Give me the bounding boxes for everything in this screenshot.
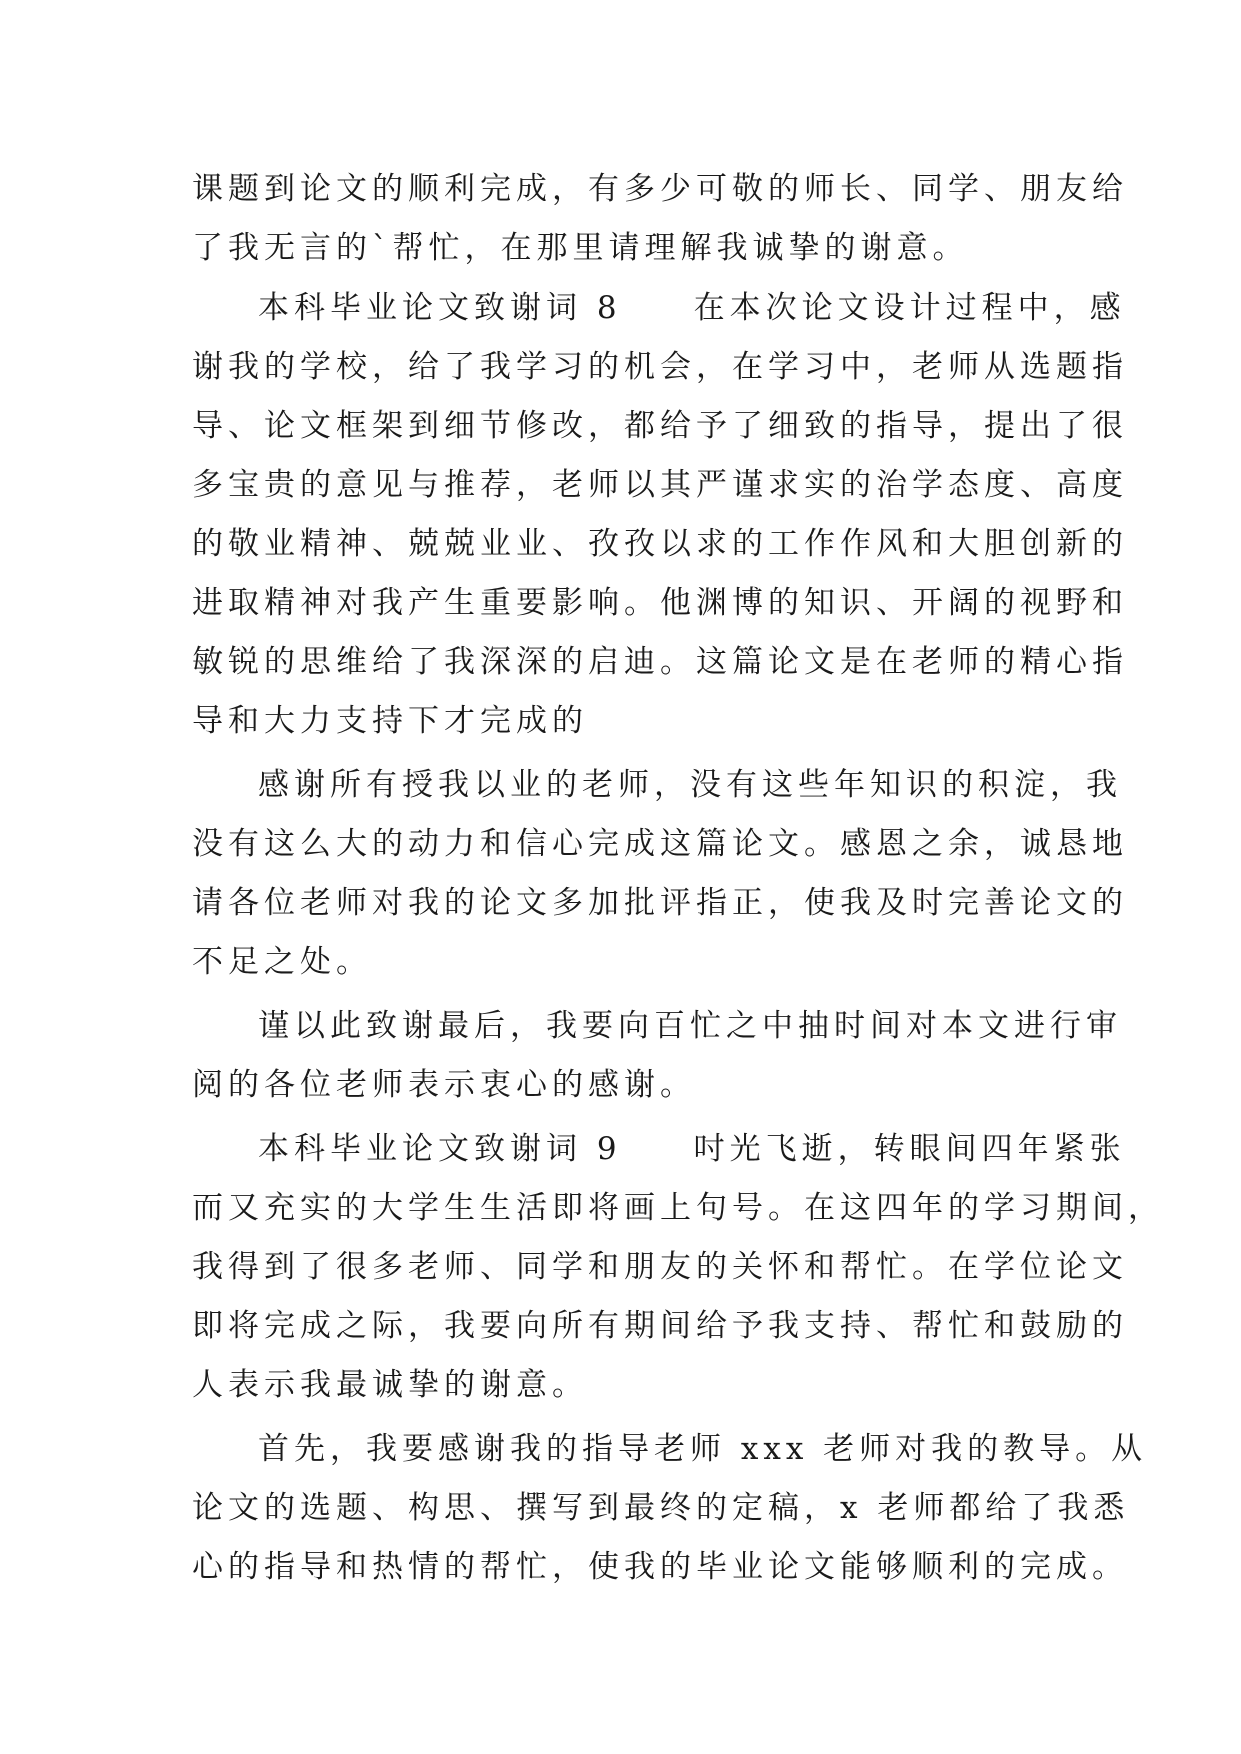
paragraph-first-line: 首先，我要感谢我的指导老师 xxx 老师对我的教导。从 [258,1431,1148,1467]
body-text [192,160,1164,1597]
text-line: 敏锐的思维给了我深深的启迪。这篇论文是在老师的精心指 [192,644,1128,680]
paragraph-first-line: 感谢所有授我以业的老师，没有这些年知识的积淀，我 [258,767,1122,803]
text-line: 论文的选题、构思、撰写到最终的定稿，x 老师都给了我悉 [192,1490,1130,1526]
text-line: 我得到了很多老师、同学和朋友的关怀和帮忙。在学位论文 [192,1249,1128,1285]
text-line: 请各位老师对我的论文多加批评指正，使我及时完善论文的 [192,885,1128,921]
text-line: 人表示我最诚挚的谢意。 [192,1367,588,1403]
text-line: 课题到论文的顺利完成，有多少可敬的师长、同学、朋友给 [192,171,1128,207]
text-line: 进取精神对我产生重要影响。他渊博的知识、开阔的视野和 [192,585,1128,621]
text-line: 心的指导和热情的帮忙，使我的毕业论文能够顺利的完成。 [192,1549,1128,1585]
text-line: 多宝贵的意见与推荐，老师以其严谨求实的治学态度、高度 [192,467,1128,503]
text-line: 导和大力支持下才完成的 [192,703,588,739]
text-line: 即将完成之际，我要向所有期间给予我支持、帮忙和鼓励的 [192,1308,1128,1344]
text-line: 阅的各位老师表示衷心的感谢。 [192,1067,696,1103]
text-line: 没有这么大的动力和信心完成这篇论文。感恩之余，诚恳地 [192,826,1128,862]
text-line: 了我无言的`帮忙，在那里请理解我诚挚的谢意。 [192,230,969,266]
section-heading-line: 本科毕业论文致谢词 9 吋光飞逝，转眼间四年紧张 [258,1131,1126,1167]
section-heading-line: 本科毕业论文致谢词 8 在本次论文设计过程中，感 [258,290,1126,326]
paragraph-first-line: 谨以此致谢最后，我要向百忙之中抽时间对本文进行审 [258,1008,1122,1044]
text-line: 而又充实的大学生生活即将画上句号。在这四年的学习期间， [192,1190,1164,1226]
text-line: 导、论文框架到细节修改，都给予了细致的指导，提出了很 [192,408,1128,444]
text-line: 的敬业精神、兢兢业业、孜孜以求的工作作风和大胆创新的 [192,526,1128,562]
text-line: 不足之处。 [192,944,372,980]
text-line: 谢我的学校，给了我学习的机会，在学习中，老师从选题指 [192,349,1128,385]
